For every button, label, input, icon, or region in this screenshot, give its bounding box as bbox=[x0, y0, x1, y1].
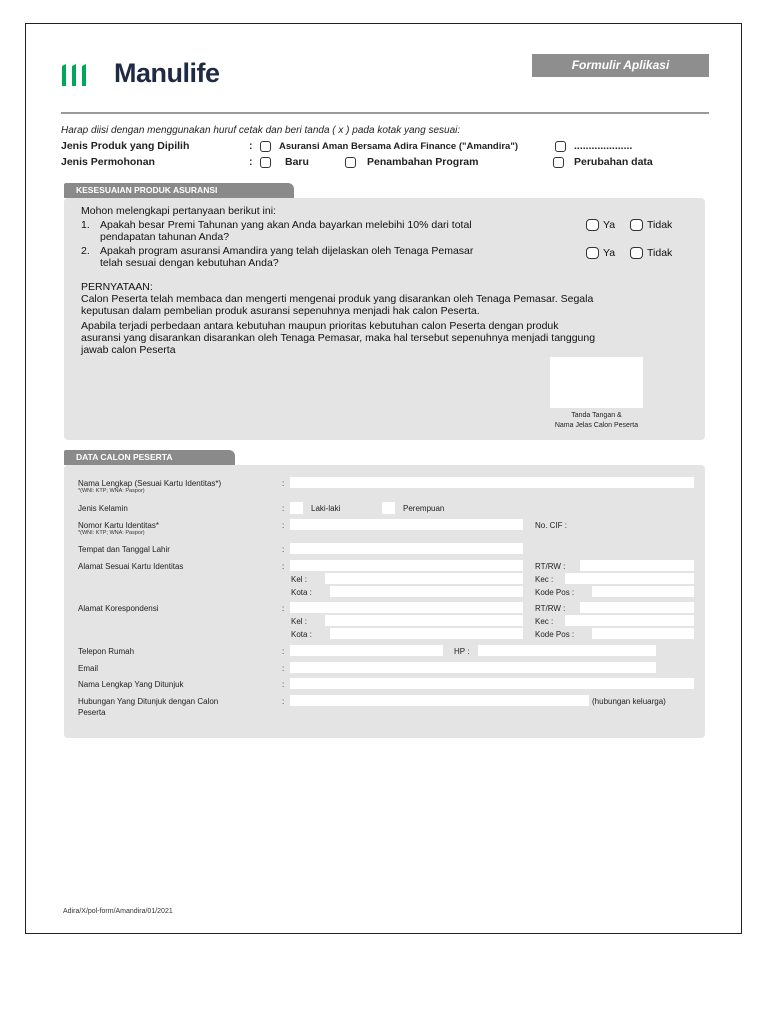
header-divider bbox=[61, 112, 709, 114]
statement-title: PERNYATAAN: bbox=[81, 281, 153, 293]
address-corr-field[interactable] bbox=[290, 602, 523, 613]
form-title-tag: Formulir Aplikasi bbox=[532, 54, 709, 77]
address-corr-kec-field[interactable] bbox=[565, 615, 694, 626]
mobile-label: HP : bbox=[454, 647, 470, 656]
signature-caption-2: Nama Jelas Calon Peserta bbox=[554, 422, 639, 429]
address-id-kota-label: Kota : bbox=[291, 588, 312, 597]
participant-data-section-title: DATA CALON PESERTA bbox=[64, 450, 235, 465]
question-1-number: 1. bbox=[81, 219, 90, 231]
beneficiary-name-label: Nama Lengkap Yang Ditunjuk bbox=[78, 680, 184, 689]
address-corr-kota-label: Kota : bbox=[291, 630, 312, 639]
application-form-page bbox=[25, 23, 742, 934]
question-2-yes-label: Ya bbox=[603, 247, 616, 259]
product-type-colon: : bbox=[249, 140, 253, 152]
relationship-label-line1: Hubungan Yang Ditunjuk dengan Calon bbox=[78, 697, 219, 706]
request-change-data-checkbox[interactable] bbox=[553, 157, 564, 168]
request-type-label: Jenis Permohonan bbox=[61, 156, 155, 168]
question-1-yes-label: Ya bbox=[603, 219, 616, 231]
address-id-rtrw-label: RT/RW : bbox=[535, 562, 566, 571]
beneficiary-name-field[interactable] bbox=[290, 678, 694, 689]
brand-name: Manulife bbox=[114, 58, 220, 88]
address-id-field[interactable] bbox=[290, 560, 523, 571]
question-1-line1: Apakah besar Premi Tahunan yang akan Anda bayarkan melebihi 10% dari total bbox=[100, 219, 472, 231]
address-corr-rtrw-field[interactable] bbox=[580, 602, 694, 613]
address-corr-label: Alamat Korespondensi bbox=[78, 604, 159, 613]
product-amandira-checkbox[interactable] bbox=[260, 141, 271, 152]
gender-male-label: Laki-laki bbox=[311, 504, 341, 513]
address-corr-postcode-field[interactable] bbox=[592, 628, 694, 639]
beneficiary-name-colon: : bbox=[282, 680, 285, 689]
birth-field[interactable] bbox=[290, 543, 523, 554]
request-type-colon: : bbox=[249, 156, 253, 168]
address-id-kec-label: Kec : bbox=[535, 575, 554, 584]
statement-line-3: Apabila terjadi perbedaan antara kebutuhan maupun prioritas kebutuhan calon Peserta dengan produk bbox=[81, 320, 559, 332]
question-1-no-label: Tidak bbox=[647, 219, 673, 231]
product-other-checkbox[interactable] bbox=[555, 141, 566, 152]
question-1-line2: pendapatan tahunan Anda? bbox=[100, 231, 230, 243]
address-corr-rtrw-label: RT/RW : bbox=[535, 604, 566, 613]
manulife-logo-icon bbox=[60, 62, 90, 88]
suitability-section-title: KESESUAIAN PRODUK ASURANSI bbox=[64, 183, 294, 198]
address-corr-kel-label: Kel : bbox=[291, 617, 308, 626]
statement-line-5: jawab calon Peserta bbox=[81, 344, 176, 356]
request-new-checkbox[interactable] bbox=[260, 157, 271, 168]
address-id-kel-label: Kel : bbox=[291, 575, 308, 584]
form-code-footer: Adira/X/pol-form/Amandira/01/2021 bbox=[63, 908, 173, 915]
relationship-field[interactable] bbox=[290, 695, 589, 706]
request-add-program-checkbox[interactable] bbox=[345, 157, 356, 168]
address-id-postcode-label: Kode Pos : bbox=[535, 588, 575, 597]
home-phone-label: Telepon Rumah bbox=[78, 647, 135, 656]
address-id-postcode-field[interactable] bbox=[592, 586, 694, 597]
address-id-kel-field[interactable] bbox=[325, 573, 523, 584]
full-name-label: Nama Lengkap (Sesuai Kartu Identitas*) bbox=[78, 479, 222, 488]
gender-female-label: Perempuan bbox=[403, 504, 445, 513]
relationship-note: (hubungan keluarga) bbox=[592, 697, 666, 706]
home-phone-field[interactable] bbox=[290, 645, 443, 656]
address-corr-kota-field[interactable] bbox=[330, 628, 523, 639]
full-name-field[interactable] bbox=[290, 477, 694, 488]
product-amandira-label: Asuransi Aman Bersama Adira Finance ("Amandira") bbox=[279, 141, 519, 152]
signature-caption-1: Tanda Tangan & bbox=[571, 412, 622, 419]
question-1-yes-checkbox[interactable] bbox=[586, 219, 599, 231]
id-number-colon: : bbox=[282, 521, 285, 530]
id-number-field[interactable] bbox=[290, 519, 523, 530]
address-corr-postcode-label: Kode Pos : bbox=[535, 630, 575, 639]
request-new-label: Baru bbox=[285, 156, 309, 168]
statement-line-2: keputusan dalam pembelian produk asuransi sepenuhnya menjadi hak calon Peserta. bbox=[81, 305, 480, 317]
relationship-colon: : bbox=[282, 697, 285, 706]
signature-box[interactable] bbox=[550, 357, 643, 408]
gender-label: Jenis Kelamin bbox=[78, 504, 128, 513]
product-type-label: Jenis Produk yang Dipilih bbox=[61, 140, 190, 152]
address-id-rtrw-field[interactable] bbox=[580, 560, 694, 571]
home-phone-colon: : bbox=[282, 647, 285, 656]
address-corr-colon: : bbox=[282, 604, 285, 613]
suitability-intro: Mohon melengkapi pertanyaan berikut ini: bbox=[81, 205, 276, 217]
statement-line-1: Calon Peserta telah membaca dan mengerti mengenai produk yang disarankan oleh Tenaga Pemasar. Segala bbox=[81, 293, 594, 305]
email-field[interactable] bbox=[290, 662, 656, 673]
birth-label: Tempat dan Tanggal Lahir bbox=[78, 545, 170, 554]
id-number-note: *(WNI: KTP; WNA: Paspor) bbox=[78, 530, 145, 536]
address-id-colon: : bbox=[282, 562, 285, 571]
statement-line-4: asuransi yang disarankan disarankan oleh Tenaga Pemasar, maka hal tersebut sepenuhnya menjadi tanggung bbox=[81, 332, 596, 344]
relationship-label-line2: Peserta bbox=[78, 708, 106, 717]
address-id-kota-field[interactable] bbox=[330, 586, 523, 597]
question-1-no-checkbox[interactable] bbox=[630, 219, 643, 231]
gender-female-checkbox[interactable] bbox=[382, 502, 395, 514]
request-change-data-label: Perubahan data bbox=[574, 156, 653, 168]
full-name-colon: : bbox=[282, 479, 285, 488]
address-corr-kel-field[interactable] bbox=[325, 615, 523, 626]
question-2-line2: telah sesuai dengan kebutuhan Anda? bbox=[100, 257, 279, 269]
email-colon: : bbox=[282, 664, 285, 673]
cif-label: No. CIF : bbox=[535, 521, 568, 530]
question-2-no-checkbox[interactable] bbox=[630, 247, 643, 259]
request-add-program-label: Penambahan Program bbox=[367, 156, 479, 168]
question-2-yes-checkbox[interactable] bbox=[586, 247, 599, 259]
email-label: Email bbox=[78, 664, 99, 673]
birth-colon: : bbox=[282, 545, 285, 554]
instruction-text: Harap diisi dengan menggunakan huruf cetak dan beri tanda ( x ) pada kotak yang sesuai: bbox=[61, 125, 461, 136]
product-other-blank: .................... bbox=[574, 140, 633, 152]
mobile-field[interactable] bbox=[478, 645, 656, 656]
question-2-line1: Apakah program asuransi Amandira yang telah dijelaskan oleh Tenaga Pemasar bbox=[100, 245, 474, 257]
question-2-no-label: Tidak bbox=[647, 247, 673, 259]
id-number-label: Nomor Kartu Identitas* bbox=[78, 521, 159, 530]
address-corr-kec-label: Kec : bbox=[535, 617, 554, 626]
gender-male-checkbox[interactable] bbox=[290, 502, 303, 514]
full-name-note: *(WNI: KTP; WNA: Paspor) bbox=[78, 488, 145, 494]
gender-colon: : bbox=[282, 504, 285, 513]
address-id-label: Alamat Sesuai Kartu Identitas bbox=[78, 562, 184, 571]
address-id-kec-field[interactable] bbox=[565, 573, 694, 584]
question-2-number: 2. bbox=[81, 245, 90, 257]
